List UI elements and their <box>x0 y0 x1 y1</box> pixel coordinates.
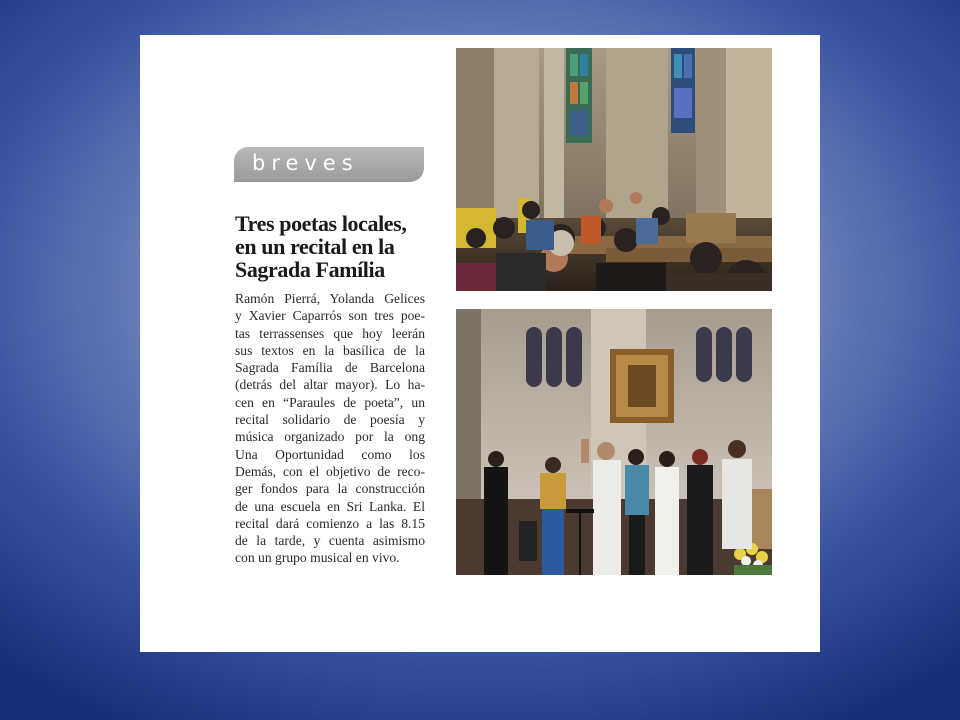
article-headline <box>235 212 435 281</box>
body-line: Ramón Pierrá, Yolanda Gelices <box>235 291 425 306</box>
body-line: tas terrassenses que hoy leerán <box>235 325 425 341</box>
body-line: con un grupo musical en vivo. <box>235 550 400 566</box>
section-tag-label: breves <box>252 151 359 175</box>
article-body <box>235 290 425 567</box>
body-line: Sagrada Família de Barcelona <box>235 360 425 376</box>
body-line: (detrás del altar mayor). Lo ha- <box>235 377 425 393</box>
body-line: música organizado por la ong <box>235 429 425 445</box>
body-line: Demás, con el objetivo de reco- <box>235 463 425 479</box>
headline-line: Tres poetas locales, <box>235 211 407 236</box>
headline-line: en un recital en la <box>235 234 395 259</box>
body-line: recital solidario de poesía y <box>235 412 425 428</box>
body-line: sus textos en la basílica de la <box>235 342 425 358</box>
newspaper-clipping <box>140 35 820 652</box>
body-line: ger fondos para la construcción <box>235 481 425 497</box>
basilica-audience-photo <box>456 48 772 291</box>
poets-stage-photo <box>456 309 772 575</box>
body-line: cen en “Paraules de poeta”, un <box>235 394 425 410</box>
body-line: y Xavier Caparrós son tres poe- <box>235 308 425 324</box>
headline-line: Sagrada Família <box>235 257 385 282</box>
section-tag <box>234 147 424 182</box>
body-line: Una Oportunidad como los <box>235 446 425 462</box>
body-line: recital dará comienzo a las 8.15 <box>235 515 425 531</box>
body-line: de una escuela en Sri Lanka. El <box>235 498 425 514</box>
body-line: de la tarde, y cuenta asimismo <box>235 533 425 549</box>
